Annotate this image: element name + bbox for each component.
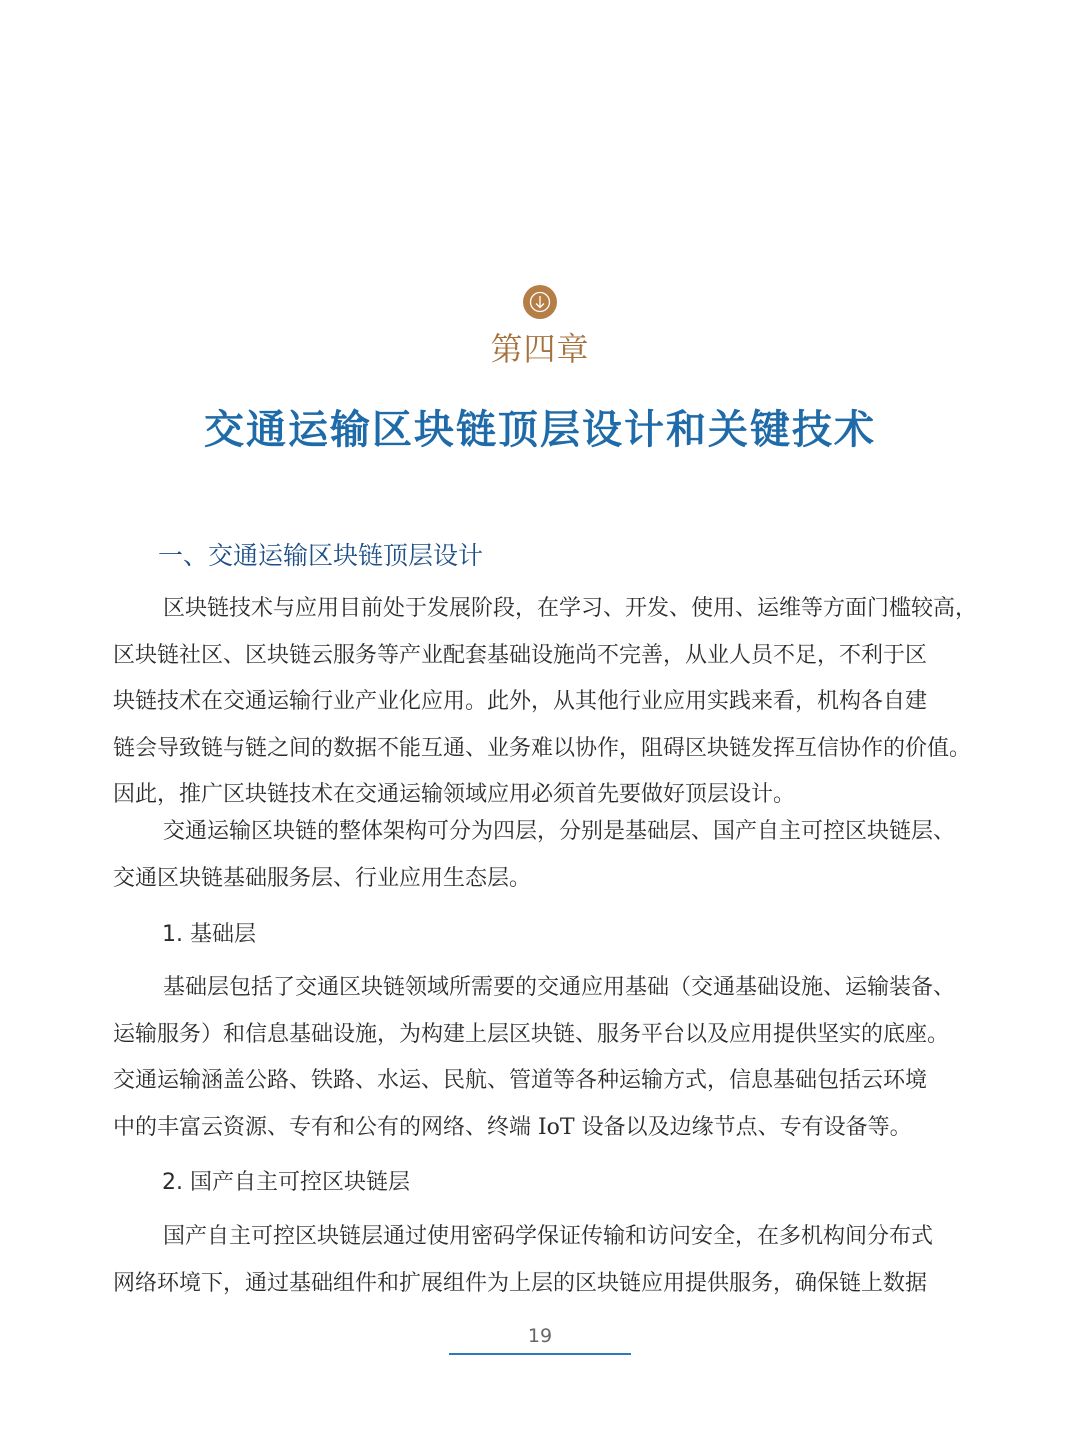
text-line: 中的丰富云资源、专有和公有的网络、终端 IoT 设备以及边缘节点、专有设备等。	[113, 1114, 912, 1140]
chapter-title: 交通运输区块链顶层设计和关键技术	[204, 407, 876, 453]
paragraph-intro	[113, 586, 978, 819]
text-line: 交通运输区块链的整体架构可分为四层，分别是基础层、国产自主可控区块链层、	[163, 819, 956, 844]
text-line: 基础层包括了交通区块链领域所需要的交通应用基础（交通基础设施、运输装备、	[163, 975, 956, 1000]
circle-down-arrow-icon	[523, 285, 557, 319]
section-heading: 一、交通运输区块链顶层设计	[158, 541, 484, 570]
text-line: 运输服务）和信息基础设施，为构建上层区块链、服务平台以及应用提供坚实的底座。	[113, 1021, 950, 1047]
text-line: 交通区块链基础服务层、行业应用生态层。	[113, 865, 532, 891]
text-line: 区块链社区、区块链云服务等产业配套基础设施尚不完善，从业人员不足，不利于区	[113, 642, 928, 668]
text-line: 块链技术在交通运输行业产业化应用。此外，从其他行业应用实践来看，机构各自建	[113, 689, 928, 714]
paragraph-base-layer	[113, 965, 971, 1151]
footer-rule	[449, 1353, 631, 1355]
text-line: 国产自主可控区块链层通过使用密码学保证传输和访问安全，在多机构间分布式	[163, 1224, 934, 1249]
text-line: 因此，推广区块链技术在交通运输领域应用必须首先要做好顶层设计。	[113, 782, 796, 807]
paragraph-architecture	[113, 809, 971, 902]
text-line: 网络环境下，通过基础组件和扩展组件为上层的区块链应用提供服务，确保链上数据	[113, 1270, 928, 1296]
subheading-blockchain-layer: 2. 国产自主可控区块链层	[162, 1170, 410, 1195]
subheading-base-layer: 1. 基础层	[162, 922, 256, 947]
text-line: 区块链技术与应用目前处于发展阶段，在学习、开发、使用、运维等方面门槛较高，	[163, 596, 978, 621]
text-line: 交通运输涵盖公路、铁路、水运、民航、管道等各种运输方式，信息基础包括云环境	[113, 1068, 928, 1093]
paragraph-blockchain-layer	[113, 1214, 971, 1307]
chapter-number: 第四章	[490, 330, 590, 368]
page-number: 19	[527, 1325, 553, 1347]
text-line: 链会导致链与链之间的数据不能互通、业务难以协作，阻碍区块链发挥互信协作的价值。	[113, 735, 972, 761]
